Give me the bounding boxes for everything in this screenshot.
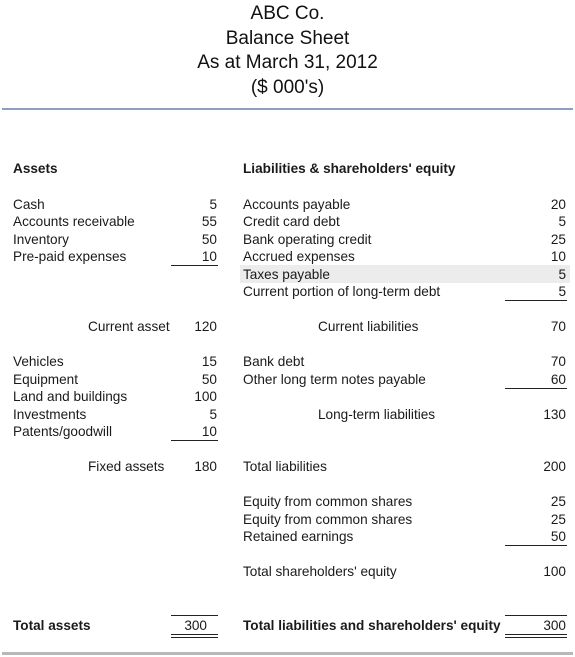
liability-value: 60 (550, 372, 566, 387)
equity-value: 25 (550, 512, 566, 527)
asset-value: 55 (201, 214, 217, 229)
longterm-liabilities-label: Long-term liabilities (318, 407, 436, 422)
assets-heading: Assets (13, 161, 58, 176)
asset-label: Land and buildings (13, 389, 128, 404)
asset-label: Vehicles (13, 354, 64, 369)
asset-value: 15 (201, 354, 217, 369)
liability-label: Other long term notes payable (243, 372, 426, 387)
asset-value: 50 (201, 232, 217, 247)
grand-total-value: 300 (543, 618, 566, 633)
statement-date: As at March 31, 2012 (197, 52, 378, 73)
total-liabilities-value: 200 (543, 459, 566, 474)
current-liabilities-label: Current liabilities (318, 319, 419, 334)
asset-value: 5 (209, 197, 217, 212)
liability-label: Bank debt (243, 354, 305, 369)
asset-value: 100 (194, 389, 217, 404)
asset-label: Pre-paid expenses (13, 249, 127, 264)
subtotal-rule (505, 545, 567, 546)
statement-title: Balance Sheet (225, 27, 350, 49)
asset-label: Cash (13, 197, 45, 212)
liabilities-equity-heading: Liabilities & shareholders' equity (243, 161, 456, 176)
total-liabilities-label: Total liabilities (243, 459, 327, 474)
total-assets-double-rule (171, 637, 218, 638)
liability-value: 5 (558, 267, 566, 282)
liability-value: 20 (550, 197, 566, 212)
asset-label: Inventory (13, 232, 69, 247)
footer-divider (2, 652, 573, 655)
grand-total-double-rule (505, 634, 567, 635)
current-assets-label: Current asset (88, 319, 170, 334)
total-equity-label: Total shareholders' equity (243, 564, 397, 579)
current-assets-value: 120 (194, 319, 217, 334)
subtotal-rule (171, 265, 218, 266)
asset-label: Equipment (13, 372, 78, 387)
asset-label: Investments (13, 407, 87, 422)
equity-label: Equity from common shares (243, 512, 413, 527)
current-liabilities-value: 70 (550, 319, 566, 334)
total-assets-label: Total assets (13, 618, 91, 633)
asset-value: 10 (201, 249, 217, 264)
grand-total-top-rule (505, 615, 567, 616)
subtotal-rule (505, 388, 567, 389)
subtotal-rule (171, 440, 218, 441)
total-equity-value: 100 (543, 564, 566, 579)
asset-label: Accounts receivable (13, 214, 135, 229)
asset-value: 50 (201, 372, 217, 387)
liability-label: Current portion of long-term debt (243, 284, 441, 299)
header-divider (2, 108, 573, 110)
liability-value: 5 (558, 214, 566, 229)
equity-value: 50 (550, 529, 566, 544)
liability-label: Accrued expenses (243, 249, 355, 264)
asset-value: 5 (209, 407, 217, 422)
equity-value: 25 (550, 494, 566, 509)
fixed-assets-label: Fixed assets (88, 459, 165, 474)
longterm-liabilities-value: 130 (543, 407, 566, 422)
liability-label: Accounts payable (243, 197, 351, 212)
grand-total-double-rule (505, 637, 567, 638)
liability-value: 5 (558, 284, 566, 299)
company-name: ABC Co. (250, 3, 325, 24)
subtotal-rule (505, 300, 567, 301)
liability-value: 70 (550, 354, 566, 369)
equity-label: Retained earnings (243, 529, 354, 544)
liability-label: Credit card debt (243, 214, 340, 229)
liability-value: 10 (550, 249, 566, 264)
asset-value: 10 (201, 424, 217, 439)
liability-label: Bank operating credit (243, 232, 372, 247)
equity-label: Equity from common shares (243, 494, 413, 509)
total-assets-double-rule (171, 634, 218, 635)
statement-units: ($ 000's) (250, 76, 325, 98)
liability-value: 25 (550, 232, 566, 247)
grand-total-label: Total liabilities and shareholders' equity (243, 618, 501, 633)
total-assets-value: 300 (184, 618, 207, 633)
total-assets-top-rule (171, 615, 218, 616)
statement-header (0, 2, 575, 100)
fixed-assets-value: 180 (194, 459, 217, 474)
asset-label: Patents/goodwill (13, 424, 112, 439)
liability-label: Taxes payable (243, 267, 330, 282)
